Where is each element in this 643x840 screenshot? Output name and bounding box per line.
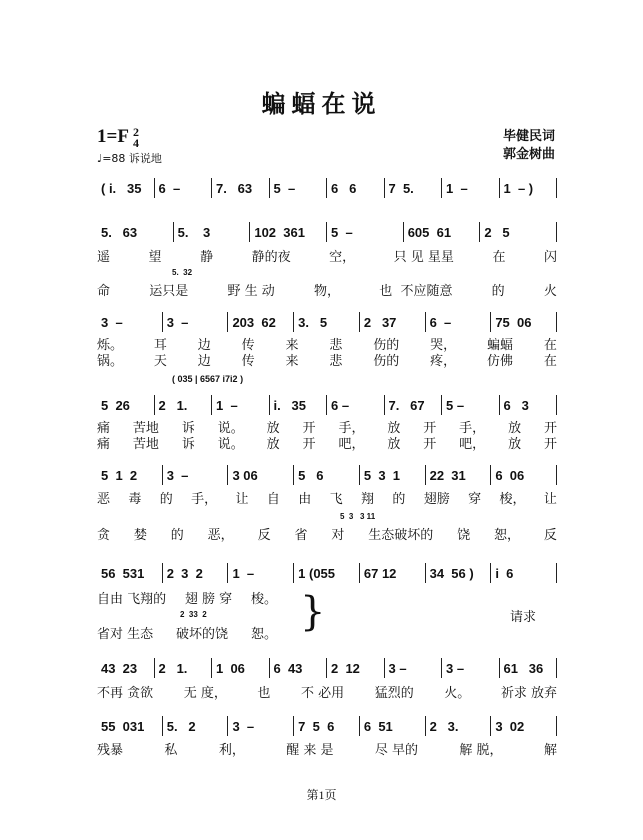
- lyric-word: 猛烈的: [374, 686, 414, 701]
- lyric-word: 翔: [361, 492, 375, 507]
- lyrics-verse-2: [97, 437, 557, 452]
- measure: 6 3: [503, 397, 529, 413]
- lyric-word: 锅。: [97, 354, 124, 369]
- measure: 56 531: [101, 565, 145, 581]
- lyric-word: 烁。: [97, 338, 124, 353]
- lyric-word: 恕。: [250, 627, 277, 642]
- lyric-word: 传: [241, 338, 255, 353]
- lyric-word: 不再 贪欲: [97, 686, 154, 701]
- measure: 3 –: [232, 718, 255, 734]
- lyric-word: 穿: [468, 492, 482, 507]
- lyric-word: 的: [392, 492, 406, 507]
- lyric-word: 静: [200, 250, 214, 265]
- barline: [556, 222, 557, 242]
- lyric-word: 生态破坏的: [368, 528, 434, 543]
- lyric-word: 物，: [313, 284, 340, 299]
- lyric-word: 伤的: [373, 338, 400, 353]
- lyric-word: 野 生 动: [227, 284, 275, 299]
- lyric-word: 苦地: [132, 437, 159, 452]
- lyric-word: 运只是: [149, 284, 189, 299]
- lyric-word: 开: [302, 437, 316, 452]
- grace-notes: 2 33 2: [180, 610, 207, 619]
- lyric-word: 毒: [128, 492, 142, 507]
- lyric-word: 的: [159, 492, 173, 507]
- lyric-word: 来: [285, 338, 299, 353]
- measure: i 6: [495, 565, 514, 581]
- lyric-word: 边: [197, 338, 211, 353]
- lyrics-verse-1: [97, 250, 557, 265]
- lyric-word: 痛: [97, 437, 111, 452]
- lyrics-verse-2: [97, 528, 557, 543]
- measure: 2 1.: [158, 660, 188, 676]
- lyric-word: 边: [197, 354, 211, 369]
- measure: 1 (055: [298, 565, 336, 581]
- measure: 34 56 ): [429, 565, 474, 581]
- measure: 1 –: [216, 397, 238, 413]
- lyric-word: 贪: [97, 528, 111, 543]
- lyric-word: 遥: [97, 250, 111, 265]
- lyric-word: 诉: [181, 421, 195, 436]
- measure: 5. 2: [166, 718, 196, 734]
- lyric-word: 恶: [97, 492, 111, 507]
- measure: 5. 3: [177, 224, 211, 240]
- measure: 1 – ): [503, 180, 534, 196]
- notation-line: [97, 222, 557, 242]
- lyric-word: 梭。: [250, 592, 277, 607]
- measure: 605 61: [407, 224, 452, 240]
- measure: 5 –: [273, 180, 296, 196]
- lyricist: 毕健民词: [502, 129, 555, 144]
- lyrics-verse-2: [97, 354, 557, 369]
- lyrics-verse-1: [97, 421, 557, 436]
- lyric-word: 蝙蝠: [487, 338, 514, 353]
- song-title: 蝙蝠在说: [261, 89, 382, 118]
- measure: 3 –: [446, 660, 465, 676]
- lyric-word: 在: [543, 338, 557, 353]
- notation-line: [97, 395, 557, 415]
- brace: }: [300, 589, 326, 635]
- barline: [556, 312, 557, 332]
- measure: 22 31: [429, 467, 466, 483]
- notation-line: [97, 178, 557, 198]
- measure: 2 3 2: [166, 565, 203, 581]
- lyric-word: 利，: [218, 743, 245, 758]
- lyric-word: 只 见 星星: [393, 250, 454, 265]
- measure: 6 06: [495, 467, 525, 483]
- measure: i. 35: [273, 397, 307, 413]
- lyric-word: 在: [492, 250, 506, 265]
- lyric-word: 苦地: [132, 421, 159, 436]
- key-signature: [97, 126, 139, 149]
- grace-notes: 5 3 3 11: [340, 512, 376, 521]
- lyric-word: 飞: [329, 492, 343, 507]
- composer: 郭金树曲: [502, 147, 555, 162]
- measure: 1 –: [446, 180, 468, 196]
- measure: 3 –: [388, 660, 407, 676]
- lyric-word: 残暴: [97, 743, 124, 758]
- measure: 75 06: [495, 314, 532, 330]
- lyric-word: 的: [170, 528, 184, 543]
- lyrics-verse-1: [97, 686, 557, 701]
- lyric-word: 手，: [338, 421, 365, 436]
- barline: [556, 658, 557, 678]
- lyric-word: 哭，: [430, 338, 457, 353]
- lyric-word: 静的夜: [251, 250, 291, 265]
- measure: 6 –: [331, 397, 350, 413]
- lyric-word: 放: [266, 421, 280, 436]
- barline: [556, 178, 557, 198]
- notation-line: [97, 312, 557, 332]
- lyric-word: 闪: [543, 250, 557, 265]
- lyric-word: 火: [543, 284, 557, 299]
- measure: 5 1 2: [101, 467, 138, 483]
- lyric-word: 吧，: [338, 437, 365, 452]
- measure: 5 26: [101, 397, 130, 413]
- lyric-word: 开: [543, 421, 557, 436]
- measure: 3 –: [166, 314, 189, 330]
- measure: 6 51: [363, 718, 393, 734]
- measure: 3. 5: [298, 314, 328, 330]
- measure: 3 06: [232, 467, 258, 483]
- lyric-word: 反: [257, 528, 271, 543]
- measure: 2 12: [331, 660, 360, 676]
- lyric-word: 放: [387, 421, 401, 436]
- lyric-word: 也: [257, 686, 271, 701]
- lyric-word: 手，: [459, 421, 486, 436]
- lyric-word: 翅膀: [423, 492, 450, 507]
- time-top: 2: [132, 124, 139, 139]
- lyric-word: 放: [387, 437, 401, 452]
- measure: 43 23: [101, 660, 138, 676]
- lyric-word: 痛: [97, 421, 111, 436]
- lyric-word: 饶: [457, 528, 471, 543]
- measure: 5 –: [331, 224, 353, 240]
- lyric-word: 梭，: [499, 492, 526, 507]
- lyric-word: 对: [331, 528, 345, 543]
- measure: 61 36: [503, 660, 544, 676]
- lyric-word: 也 不应随意: [379, 284, 453, 299]
- key-text: 1=F: [97, 126, 129, 147]
- measure: 7. 67: [388, 397, 425, 413]
- lyric-word: 悲: [329, 338, 343, 353]
- measure: 6 43: [273, 660, 303, 676]
- lyric-word: 破坏的饶: [176, 627, 229, 642]
- lyric-word: 放: [266, 437, 280, 452]
- measure: 5. 63: [101, 224, 138, 240]
- lyrics-verse-2: [97, 627, 277, 642]
- lyric-word: 开: [543, 437, 557, 452]
- lyric-word: 翅 膀 穿: [184, 592, 233, 607]
- lyric-word: 无 度，: [183, 686, 227, 701]
- time-bottom: 4: [132, 135, 139, 150]
- lyric-word: 天: [153, 354, 167, 369]
- measure: 2 37: [363, 314, 397, 330]
- measure: 7 5.: [388, 180, 414, 196]
- measure: ( i. 35: [101, 180, 142, 196]
- barline: [556, 395, 557, 415]
- credits: [503, 128, 555, 164]
- measure: 102 361: [254, 224, 305, 240]
- measure: 7 5 6: [298, 718, 335, 734]
- lyric-word: 耳: [153, 338, 167, 353]
- measure: 6 –: [429, 314, 452, 330]
- measure: 6 6: [331, 180, 357, 196]
- lyric-word: 疼，: [430, 354, 457, 369]
- tempo-marking: ♩=88 诉说地: [97, 152, 162, 165]
- notation-line: [97, 716, 557, 736]
- measure: 67 12: [363, 565, 397, 581]
- measure: 7. 63: [216, 180, 253, 196]
- lyric-word: 诉: [181, 437, 195, 452]
- measure: 2 1.: [158, 397, 188, 413]
- lyric-word: 不 必用: [300, 686, 345, 701]
- lyric-word: 放: [508, 421, 522, 436]
- lyric-word: 吧，: [459, 437, 486, 452]
- lyric-word: 说。: [217, 437, 244, 452]
- measure: 5 –: [446, 397, 465, 413]
- measure: 5 3 1: [363, 467, 401, 483]
- measure: 6 –: [158, 180, 181, 196]
- lyric-word: 的: [491, 284, 505, 299]
- measure: 2 3.: [429, 718, 459, 734]
- lyric-word: 空，: [329, 250, 356, 265]
- lyric-word: 祈求 放弃: [500, 686, 557, 701]
- lyric-word: 命: [97, 284, 111, 299]
- lyric-word: 来: [285, 354, 299, 369]
- lyric-word: 仿佛: [487, 354, 514, 369]
- grace-notes: 5. 32: [172, 268, 193, 277]
- lyric-word: 省: [294, 528, 308, 543]
- lyric-word: 说。: [217, 421, 244, 436]
- lyric-word: 悲: [329, 354, 343, 369]
- measure: 5 6: [298, 467, 324, 483]
- measure: 1 06: [216, 660, 245, 676]
- lyric-word: 开: [423, 437, 437, 452]
- lyrics-verse-1: [97, 592, 277, 607]
- measure: 203 62: [232, 314, 276, 330]
- lyric-word: 传: [241, 354, 255, 369]
- page-number: 第1页: [306, 788, 337, 802]
- measure: 55 031: [101, 718, 145, 734]
- lyric-word: 自由 飞翔的: [97, 592, 167, 607]
- lyric-word: 恕，: [494, 528, 521, 543]
- lyrics-verse-2: [97, 284, 557, 299]
- lyric-word: 反: [543, 528, 557, 543]
- lyric-word: 伤的: [373, 354, 400, 369]
- notation-line: [97, 563, 557, 583]
- notation-line: [97, 658, 557, 678]
- lyric-word: 在: [543, 354, 557, 369]
- notation-line: [97, 465, 557, 485]
- measure: 1 –: [232, 565, 255, 581]
- measure: 3 –: [166, 467, 189, 483]
- lyric-word: 尽 早的: [374, 743, 419, 758]
- time-signature: [132, 124, 139, 150]
- barline: [556, 563, 557, 583]
- side-lyric: 请求: [510, 610, 537, 625]
- lyric-word: 省对 生态: [97, 627, 154, 642]
- lyric-word: 自: [266, 492, 280, 507]
- grace-notes: ( 035 | 6567 i7i2 ): [172, 374, 244, 384]
- barline: [556, 716, 557, 736]
- measure: 2 5: [484, 224, 510, 240]
- lyric-word: 开: [302, 421, 316, 436]
- lyrics-verse-1: [97, 743, 557, 758]
- lyric-word: 火。: [444, 686, 471, 701]
- lyric-word: 婪: [133, 528, 147, 543]
- lyric-word: 放: [508, 437, 522, 452]
- measure: 3 02: [495, 718, 525, 734]
- lyric-word: 手，: [191, 492, 218, 507]
- barline: [556, 465, 557, 485]
- lyric-word: 由: [298, 492, 312, 507]
- lyric-word: 让: [235, 492, 249, 507]
- lyric-word: 醒 来 是: [286, 743, 334, 758]
- lyric-word: 解 脱，: [459, 743, 503, 758]
- lyric-word: 恶，: [207, 528, 234, 543]
- lyrics-verse-1: [97, 492, 557, 507]
- lyric-word: 私: [164, 743, 178, 758]
- lyric-word: 让: [543, 492, 557, 507]
- lyric-word: 望: [148, 250, 162, 265]
- lyric-word: 解: [543, 743, 557, 758]
- lyrics-verse-1: [97, 338, 557, 353]
- lyric-word: 开: [423, 421, 437, 436]
- measure: 3 –: [101, 314, 123, 330]
